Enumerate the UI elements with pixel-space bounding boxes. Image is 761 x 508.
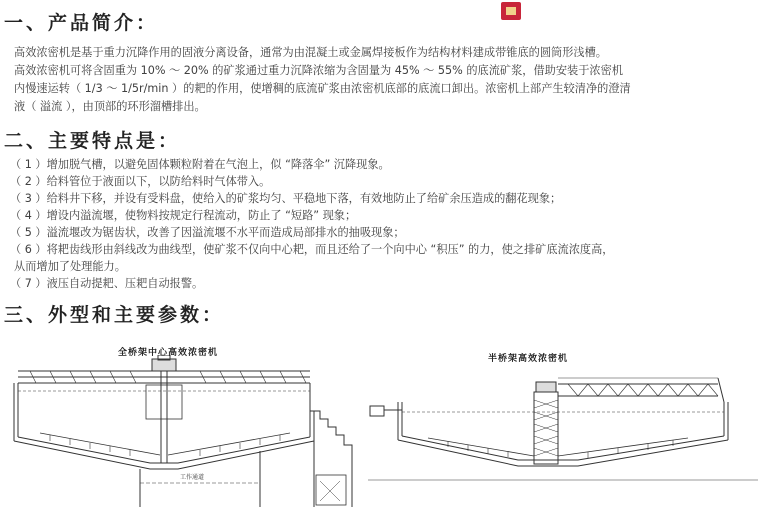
feature-item-2: （ 2 ）给料管位于液面以下，以防给料时气体带入。 [10,175,271,188]
intro-line-4: 液（ 溢流 ），由顶部的环形溜槽排出。 [14,100,206,113]
feature-item-1: （ 1 ）增加脱气槽，以避免固体颗粒附着在气泡上，似 “降落伞” 沉降现象。 [10,158,390,171]
feature-item-6-cont: 从而增加了处理能力。 [14,260,126,273]
section-2-heading: 二、主要特点是： [4,130,181,152]
half-bridge-thickener-diagram [368,362,758,482]
brand-logo-icon [501,2,521,20]
intro-line-2: 高效浓密机可将含固重为 10% ～ 20% 的矿浆通过重力沉降浓缩为含固量为 45% ～ 55% 的底流矿浆，借助安装于浓密机 [14,64,623,77]
intro-line-3: 内慢速运转（ 1/3 ～ 1/5r/min ）的耙的作用，使增稠的底流矿浆由浓密机底部的底流口卸出。浓密机上部产生较清净的澄清 [14,82,631,95]
section-3-heading: 三、外型和主要参数： [4,304,225,326]
diagram-left-title: 全桥架中心高效浓密机 [118,348,219,358]
section-1-heading: 一、产品简介： [4,12,159,34]
feature-item-6: （ 6 ）将耙齿线形由斜线改为曲线型，使矿浆不仅向中心耙，而且还给了一个向中心 “积压” 的力，使之排矿底流浓度高， [10,243,614,256]
work-channel-label: 工作通道 [180,474,205,481]
feature-item-4: （ 4 ）增设内溢流堰，使物料按规定行程流动，防止了 “短路” 现象； [10,209,357,222]
intro-line-1: 高效浓密机是基于重力沉降作用的固液分离设备，通常为由混凝土或金属焊接板作为结构材料建成带锥底的圆筒形浅槽。 [14,46,607,59]
diagram-right-title: 半桥架高效浓密机 [488,354,569,364]
feature-item-3: （ 3 ）给料井下移，并设有受料盘，使给入的矿浆均匀、平稳地下落，有效地防止了给矿余压造成的翻花现象； [10,192,562,205]
full-bridge-thickener-diagram [10,355,362,507]
feature-item-7: （ 7 ）液压自动提耙、压耙自动报警。 [10,277,204,290]
feature-item-5: （ 5 ）溢流堰改为锯齿状，改善了因溢流堰不水平而造成局部排水的抽吸现象； [10,226,405,239]
